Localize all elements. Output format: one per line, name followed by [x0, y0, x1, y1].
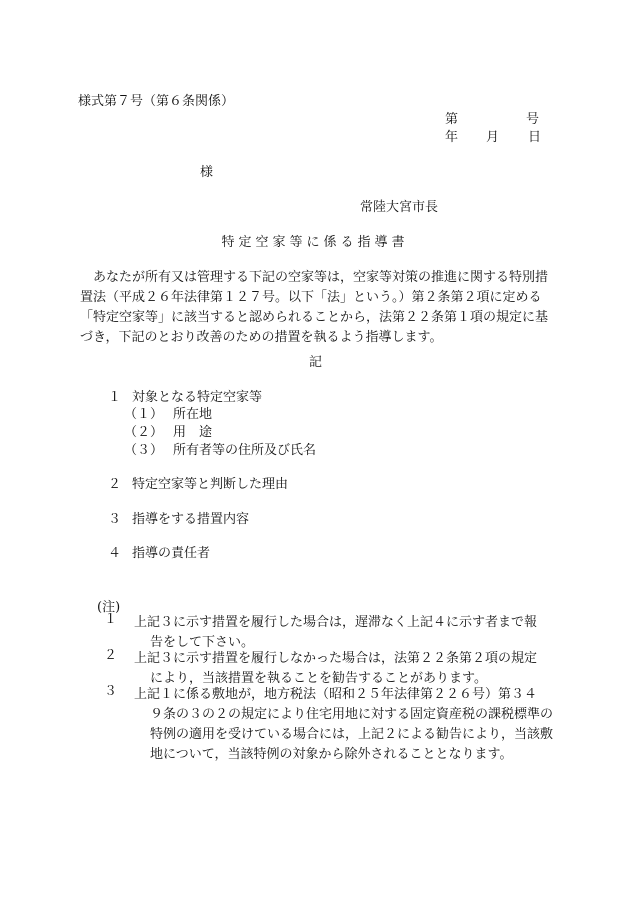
doc-number-label: 第: [445, 112, 459, 127]
item-label: 指導の責任者: [132, 546, 211, 561]
issuer: 常陸大宮市長: [360, 200, 439, 215]
note-text-first: 上記３に示す措置を履行した場合は，遅滞なく上記４に示す者まで報: [134, 615, 538, 630]
item-label: 特定空家等と判断した理由: [132, 477, 289, 492]
subitem-number: （２）: [124, 425, 164, 440]
ki-heading: 記: [309, 355, 323, 370]
subitem-number: （１）: [124, 407, 164, 422]
notes-heading: (注): [97, 600, 121, 615]
date-year: 年: [445, 130, 459, 145]
document-title: 特定空家等に係る指導書: [221, 235, 409, 250]
item-number: ４: [108, 546, 122, 561]
subitem-label: 所在地: [173, 407, 213, 422]
note-text-rest: 告をして下さい。: [150, 635, 255, 650]
item-number: ３: [108, 512, 122, 527]
subitem-number: （３）: [124, 443, 164, 458]
body-paragraph: あなたが所有又は管理する下記の空家等は，空家等対策の推進に関する特別措置法（平成２６年法律第１２７号。以下「法」という。）第２条第２項に定める「特定空家等」に該当すると認められることから，法第２２条第１項の規定に基づき，下記のとおり改善のための措置を執るよう指導します。: [80, 270, 549, 345]
subitem-label: 所有者等の住所及び氏名: [173, 443, 317, 458]
note-text-rest: ９条の３の２の規定により住宅用地に対する固定資産税の課税標準の特例の適用を受けている場合には，上記２による勧告により，当該敷地について，当該特例の対象から除外されることとなります。: [150, 707, 554, 762]
date-day: 日: [528, 130, 542, 145]
note-text-first: 上記３に示す措置を履行しなかった場合は，法第２２条第２項の規定: [134, 651, 538, 666]
note-text-first: 上記１に係る敷地が，地方税法（昭和２５年法律第２２６号）第３４: [134, 687, 538, 702]
note-number: ２: [104, 648, 118, 663]
item-label: 対象となる特定空家等: [132, 390, 263, 405]
date-month: 月: [486, 130, 500, 145]
note-number: ３: [104, 684, 118, 699]
item-label: 指導をする措置内容: [132, 512, 250, 527]
subitem-label: 用 途: [173, 425, 213, 440]
doc-number-suffix: 号: [526, 112, 540, 127]
item-number: １: [108, 390, 122, 405]
note-text-rest: により，当該措置を執ることを勧告することがあります。: [150, 671, 487, 686]
note-number: １: [104, 612, 118, 627]
item-number: ２: [108, 477, 122, 492]
addressee-suffix: 様: [200, 165, 214, 180]
form-number: 様式第７号（第６条関係）: [78, 94, 235, 109]
